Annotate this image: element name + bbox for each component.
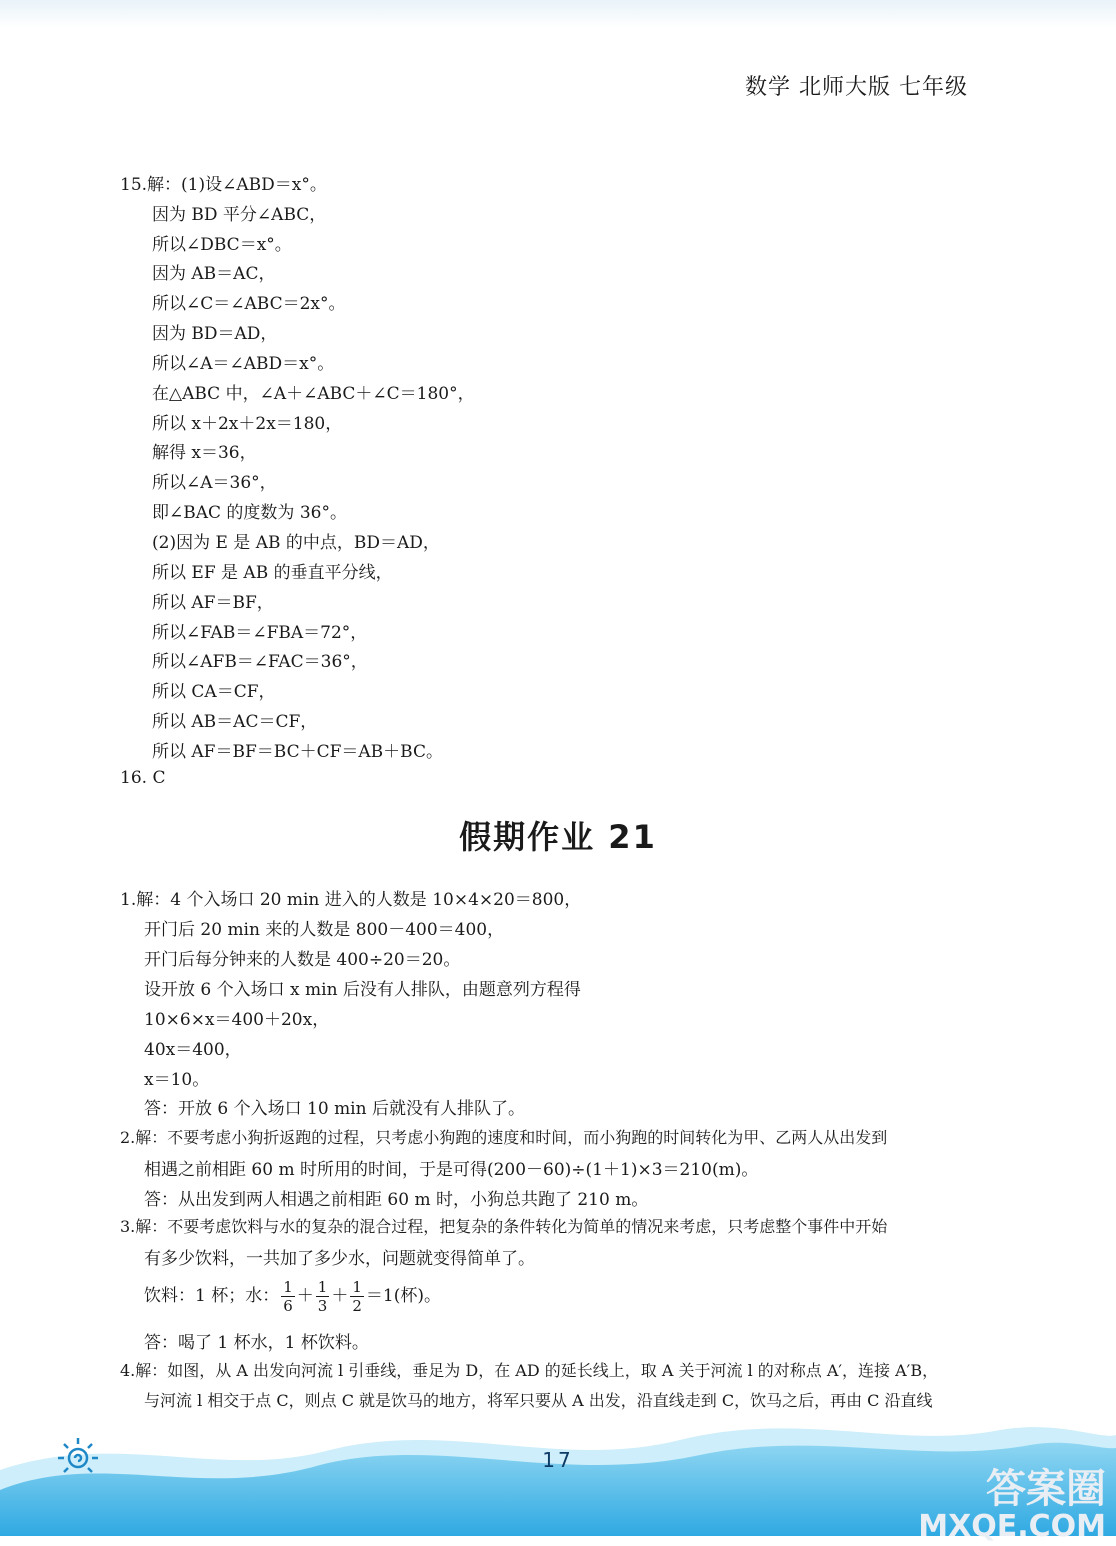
q15-line: 因为 BD 平分∠ABC， [152,205,327,225]
q3-equation: 饮料：1 杯；水： $\frac{1}{6}$ ＋ $\frac{1}{3}$ ＋ $\frac{1}{2}$ ＝1(杯)。 [144,1278,441,1315]
q3-para: 3.解：不要考虑饮料与水的复杂的混合过程，把复杂的条件转化为简单的情况来考虑，只考虑整个事件中开始 [120,1217,888,1236]
q15-line: 所以 EF 是 AB 的垂直平分线， [152,563,393,583]
q15-line: (2)因为 E 是 AB 的中点，BD＝AD， [152,533,440,553]
q15-line: 所以∠FAB＝∠FBA＝72°， [152,623,368,643]
q4-para: 与河流 l 相交于点 C，则点 C 就是饮马的地方，将军只要从 A 出发，沿直线走到 C，饮马之后，再由 C 沿直线 [144,1391,933,1410]
q1-line: 1.解：4 个入场口 20 min 进入的人数是 10×4×20＝800， [120,890,582,910]
q3-para: 有多少饮料，一共加了多少水，问题就变得简单了。 [144,1249,535,1269]
q3-eq-prefix: 饮料：1 杯；水： [144,1286,280,1306]
fraction: $\frac{1}{3}$ [317,1278,328,1315]
q15-line: 所以∠A＝36°， [152,473,277,493]
q15-line: 所以 AB＝AC＝CF， [152,712,318,732]
q15-line: 所以∠DBC＝x°。 [152,235,292,255]
q1-line: 开门后 20 min 来的人数是 800－400＝400， [144,920,505,940]
q15-line: 所以 AF＝BF＝BC＋CF＝AB＋BC。 [152,742,443,762]
watermark-bottom: MXQE.COM [918,1509,1106,1544]
watermark-top: 答案圈 [986,1466,1106,1512]
q15-line: 因为 AB＝AC， [152,264,276,284]
q15-line: 所以∠AFB＝∠FAC＝36°， [152,652,368,672]
question-16: 16. C [120,768,166,788]
q15-line: 所以∠C＝∠ABC＝2x°。 [152,294,346,314]
q1-line: 10×6×x＝400＋20x， [144,1010,330,1030]
q2-para: 相遇之前相距 60 m 时所用的时间，于是可得(200－60)÷(1＋1)×3＝210(m)。 [144,1160,759,1180]
q15-line: 解得 x＝36， [152,443,257,463]
q15-line: 因为 BD＝AD， [152,324,278,344]
q1-line: 答：开放 6 个入场口 10 min 后就没有人排队了。 [144,1099,525,1119]
q4-para: 4.解：如图，从 A 出发向河流 l 引垂线，垂足为 D，在 AD 的延长线上，取 A 关于河流 l 的对称点 A′，连接 A′B， [120,1361,939,1380]
watermark-logo [918,1466,1106,1546]
q15-line: 即∠BAC 的度数为 36°。 [152,503,347,523]
top-band [0,0,1116,28]
q1-line: x＝10。 [144,1070,210,1090]
q15-line: 所以 AF＝BF， [152,593,274,613]
q1-line: 开门后每分钟来的人数是 400÷20＝20。 [144,950,461,970]
q2-answer: 答：从出发到两人相遇之前相距 60 m 时，小狗总共跑了 210 m。 [144,1190,649,1210]
q15-line: 所以 CA＝CF， [152,682,276,702]
fraction: $\frac{1}{2}$ [352,1278,362,1315]
q1-line: 设开放 6 个入场口 x min 后没有人排队，由题意列方程得 [144,980,581,1000]
q3-answer: 答：喝了 1 杯水，1 杯饮料。 [144,1333,369,1353]
page-header: 数学 北师大版 七年级 [745,75,968,100]
q1-line: 40x＝400， [144,1040,242,1060]
q15-line: 15.解：(1)设∠ABD＝x°。 [120,175,327,195]
q15-line: 在△ABC 中，∠A＋∠ABC＋∠C＝180°， [152,384,475,404]
q3-eq-suffix: ＝1(杯)。 [365,1286,441,1306]
page-number: 17 [542,1448,574,1472]
q15-line: 所以∠A＝∠ABD＝x°。 [152,354,335,374]
section-title: 假期作业 21 [459,818,657,856]
fraction: $\frac{1}{6}$ [283,1278,293,1315]
q15-line: 所以 x＋2x＋2x＝180， [152,414,343,434]
q2-para: 2.解：不要考虑小狗折返跑的过程，只考虑小狗跑的速度和时间，而小狗跑的时间转化为甲、乙两人从出发到 [120,1128,888,1147]
